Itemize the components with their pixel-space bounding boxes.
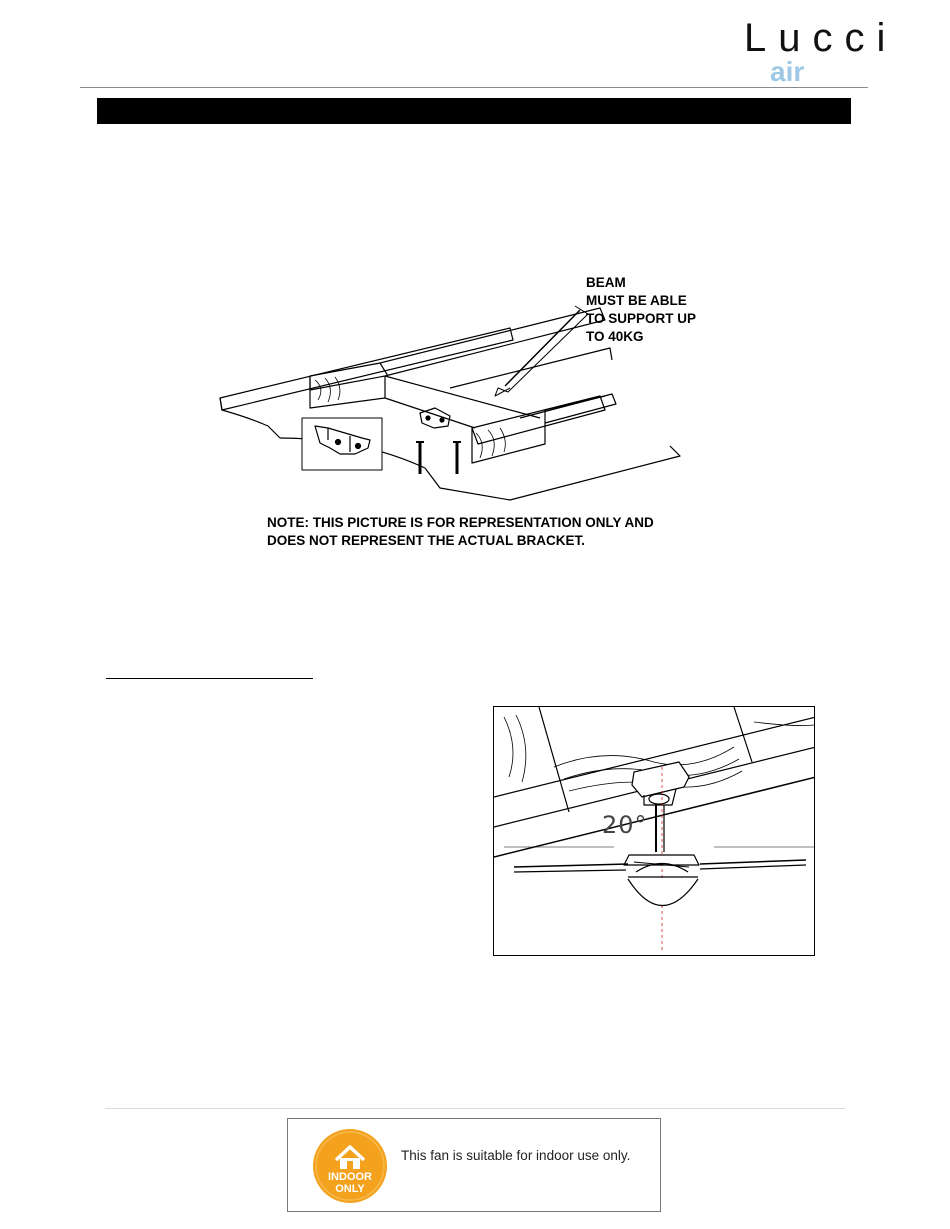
indoor-only-badge <box>312 1128 388 1204</box>
badge-line-1: INDOOR <box>328 1171 372 1183</box>
brand-sub: air <box>770 56 805 87</box>
beam-mounting-figure <box>210 268 730 568</box>
representation-note: NOTE: THIS PICTURE IS FOR REPRESENTATION ONLY AND DOES NOT REPRESENT THE ACTUAL BRACKET. <box>267 515 654 548</box>
header-divider <box>80 87 868 88</box>
section-heading-underline <box>106 678 313 679</box>
angled-ceiling-figure <box>493 706 815 956</box>
brand-logo <box>744 16 898 87</box>
badge-line-2: ONLY <box>335 1183 365 1195</box>
footer-divider <box>105 1108 845 1109</box>
indoor-use-text: This fan is suitable for indoor use only. <box>401 1148 631 1163</box>
angle-label: 20° <box>602 811 648 839</box>
angled-ceiling-illustration <box>494 707 815 956</box>
indoor-use-notice <box>287 1118 661 1212</box>
brand-name: Lucci <box>744 16 898 60</box>
beam-callout: BEAM MUST BE ABLE TO SUPPORT UP TO 40KG <box>586 275 697 344</box>
section-title-bar <box>97 98 851 124</box>
